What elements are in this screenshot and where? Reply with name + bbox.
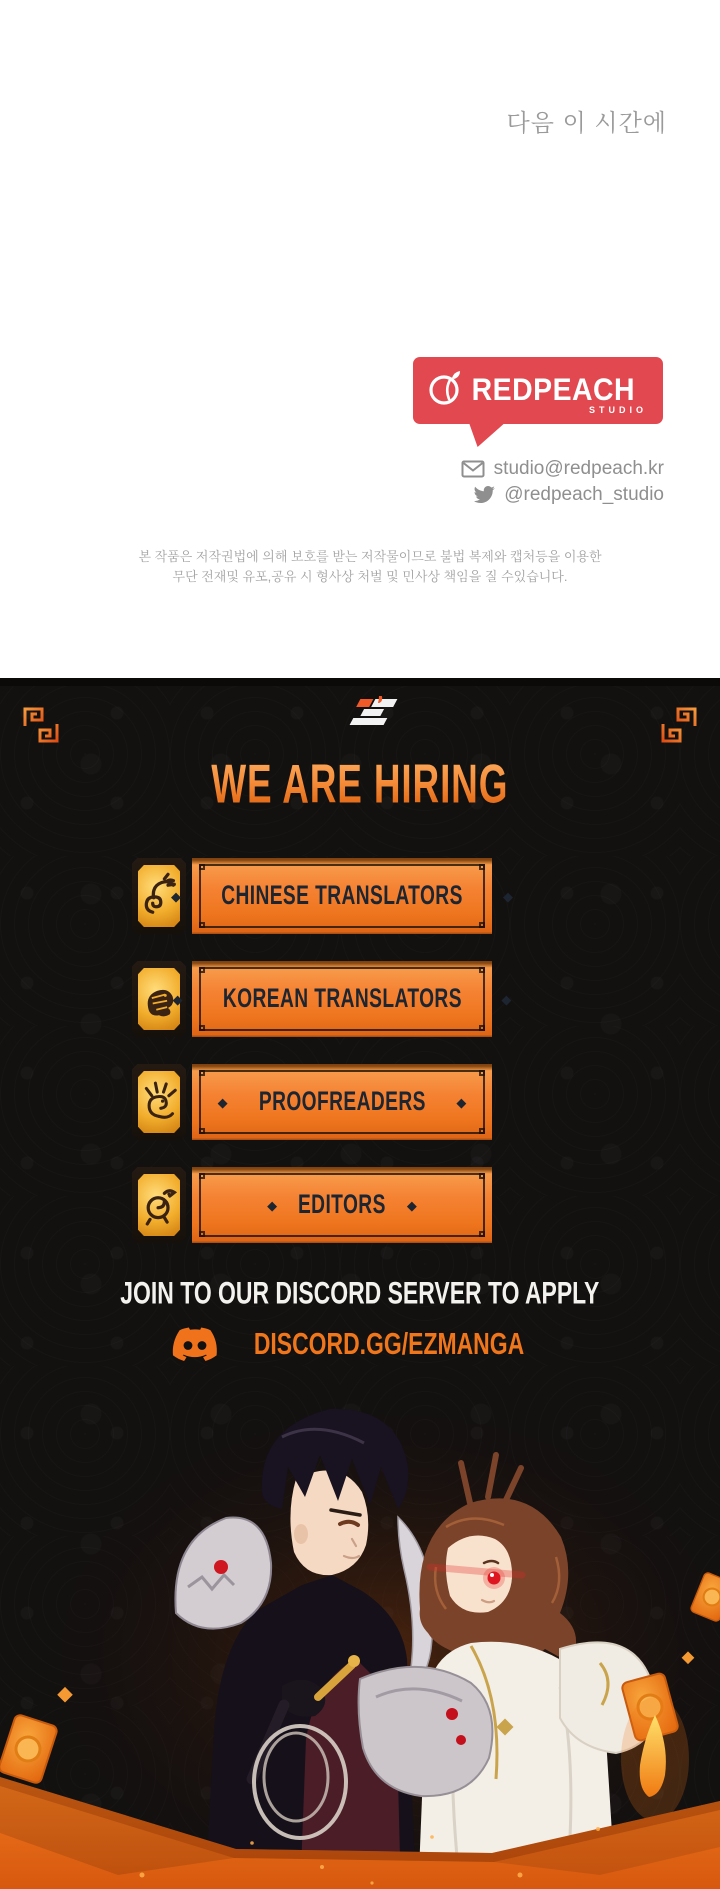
character-artwork xyxy=(0,1397,720,1889)
role-list xyxy=(132,858,513,1270)
diamond-bullet: ◆ xyxy=(172,991,183,1007)
copyright-line-2: 무단 전재및 유포,공유 시 형사상 처벌 및 민사상 책임을 질 수있습니다. xyxy=(172,569,568,584)
role-label: EDITORS xyxy=(298,1189,386,1220)
diamond-bullet: ◆ xyxy=(456,1094,467,1110)
logo-brand-text: REDPEACH xyxy=(471,372,636,408)
discord-link[interactable] xyxy=(0,1322,720,1366)
discord-url-text: DISCORD.GG/EZMANGA xyxy=(253,1326,525,1361)
email-icon xyxy=(461,460,485,478)
diamond-bullet: ◆ xyxy=(501,991,512,1007)
discord-icon xyxy=(172,1327,218,1361)
greek-key-ornament-left-icon xyxy=(22,706,60,744)
diamond-bullet: ◆ xyxy=(502,888,513,904)
role-label: CHINESE TRANSLATORS xyxy=(221,880,463,911)
diamond-bullet: ◆ xyxy=(406,1197,417,1213)
next-time-text: 다음 이 시간에 xyxy=(506,110,667,137)
role-row-korean-translators[interactable] xyxy=(132,961,512,1037)
role-banner[interactable] xyxy=(172,961,512,1037)
speech-bubble-tail xyxy=(465,421,507,447)
peach-icon xyxy=(426,368,464,413)
copyright-line-1: 본 작품은 저작권법에 의해 보호를 받는 저작물이므로 불법 복제와 캡처등을 이용한 xyxy=(138,549,602,564)
hiring-title: WE ARE HIRING xyxy=(211,754,509,815)
logo-studio-text: STUDIO xyxy=(588,405,647,415)
role-label: KOREAN TRANSLATORS xyxy=(222,983,462,1014)
email-text: studio@redpeach.kr xyxy=(493,458,664,479)
phoenix-icon xyxy=(132,1064,186,1140)
role-row-proofreaders[interactable] xyxy=(132,1064,492,1140)
twitter-row xyxy=(461,482,664,508)
speech-bubble xyxy=(413,357,663,424)
role-row-chinese-translators[interactable] xyxy=(132,858,513,934)
role-row-editors[interactable] xyxy=(132,1167,492,1243)
copyright-notice xyxy=(0,547,720,587)
contact-info xyxy=(461,456,664,508)
twitter-handle-text: @redpeach_studio xyxy=(504,484,664,505)
diamond-bullet: ◆ xyxy=(267,1197,278,1213)
role-label: PROOFREADERS xyxy=(258,1086,426,1117)
role-banner[interactable] xyxy=(192,1064,492,1140)
coiled-dragon-icon xyxy=(132,1167,186,1243)
email-row xyxy=(461,456,664,482)
role-banner[interactable] xyxy=(192,1167,492,1243)
greek-key-ornament-right-icon xyxy=(660,706,698,744)
diamond-bullet: ◆ xyxy=(171,888,182,904)
redpeach-studio-logo xyxy=(413,357,663,449)
ez-manga-logo-icon xyxy=(322,696,398,733)
hiring-promo-section xyxy=(0,678,720,1889)
role-banner[interactable] xyxy=(171,858,513,934)
diamond-bullet: ◆ xyxy=(217,1094,228,1110)
join-instruction-text: JOIN TO OUR DISCORD SERVER TO APPLY xyxy=(120,1275,600,1311)
publisher-credits-section xyxy=(0,0,720,678)
twitter-icon xyxy=(472,486,495,505)
